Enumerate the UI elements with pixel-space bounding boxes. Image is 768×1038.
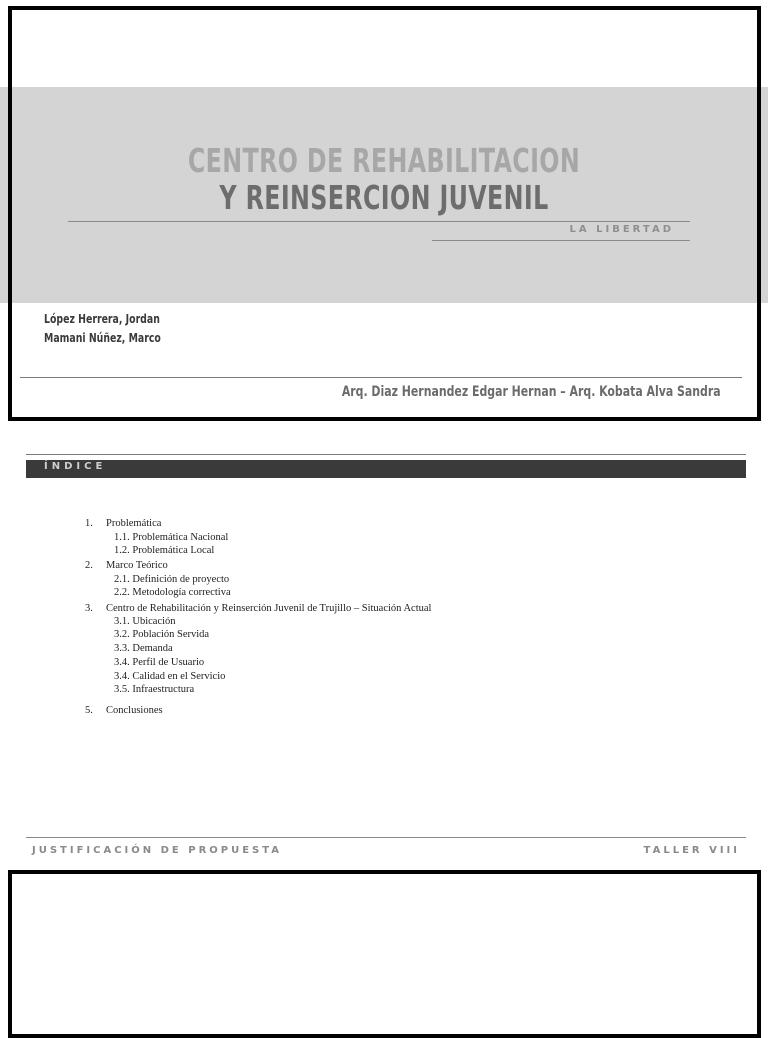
location-label: LA LIBERTAD [569,224,674,235]
toc-item-text: 3.1. Ubicación [114,616,176,627]
advisor-divider [20,377,742,378]
next-slide [8,870,761,1038]
toc-item-text: 2.1. Definición de proyecto [114,574,230,585]
index-heading: ÍNDICE [44,461,107,472]
toc-item-text: 3.2. Población Servida [114,629,210,640]
toc-item-text: 1.1. Problemática Nacional [114,532,229,543]
toc-item-number: 2. [85,560,93,571]
footer-right-label: TALLER VIII [643,845,740,856]
title-line-2: Y REINSERCION JUVENIL [219,178,549,217]
footer-rule [26,837,746,838]
advisors-label: Arq. Diaz Hernandez Edgar Hernan – Arq. Kobata Alva Sandra [342,384,721,400]
title-divider [68,221,690,222]
toc-item-number: 3. [85,603,93,614]
toc-item-text: 3.4. Perfil de Usuario [114,657,205,668]
toc-item-text: Conclusiones [106,705,163,716]
index-header-bar [26,460,746,478]
toc-item-text: Problemática [106,518,162,529]
toc-item-text: 3.3. Demanda [114,643,173,654]
toc-item-number: 5. [85,705,93,716]
toc-item-text: Marco Teórico [106,560,168,571]
toc-item-text: 3.4. Calidad en el Servicio [114,671,226,682]
index-top-rule [26,454,746,455]
location-divider [432,240,690,241]
author-2: Mamani Núñez, Marco [44,331,161,345]
author-1: López Herrera, Jordan [44,312,160,326]
toc-item-number: 1. [85,518,93,529]
toc-item-text: 3.5. Infraestructura [114,684,195,695]
toc-item-text: 1.2. Problemática Local [114,545,215,556]
toc-item-text: 2.2. Metodología correctiva [114,587,231,598]
toc-item-text: Centro de Rehabilitación y Reinserción Juvenil de Trujillo – Situación Actual [106,603,432,614]
title-line-1: CENTRO DE REHABILITACION [187,141,581,180]
footer-left-label: JUSTIFICACIÓN DE PROPUESTA [32,845,283,856]
